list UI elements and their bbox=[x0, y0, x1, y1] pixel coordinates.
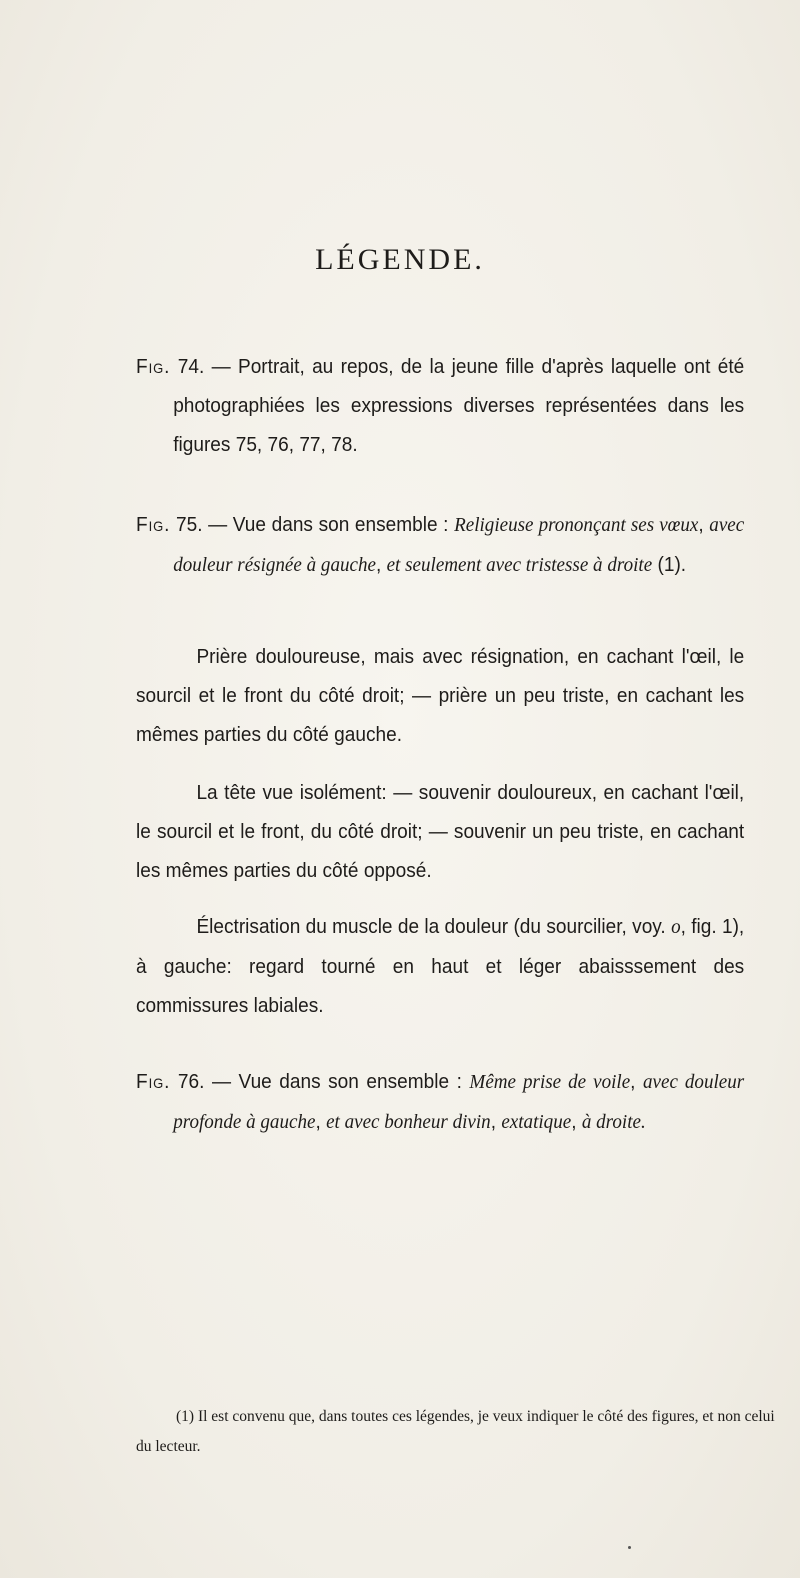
paragraph-priere bbox=[136, 637, 744, 754]
fig75-italic-3: et seulement avec tristesse à droite bbox=[386, 554, 653, 576]
fig75-number: 75. bbox=[176, 513, 203, 536]
paragraph-tete-text: La tête vue isolément: — souvenir douloureux, en cachant l'œil, le sourcil et le front, du côté droit; — souvenir un peu triste, en cachant les mêmes parties du côté opposé. bbox=[136, 781, 745, 882]
fig76-italic-4: extatique bbox=[501, 1111, 572, 1133]
fig75-label: Fig. bbox=[136, 513, 171, 536]
paragraph-electrisation-text-b: , fig. 1), à gauche: regard tourné en haut et léger abaisssement des commissures labiales. bbox=[136, 915, 745, 1017]
paper-speck bbox=[628, 1546, 631, 1549]
page-title: LÉGENDE. bbox=[315, 243, 485, 276]
fig74-text: — Portrait, au repos, de la jeune fille d'après laquelle ont été photographiées les expressions diverses représentées dans les figures 75, 76, 77, 78. bbox=[173, 355, 745, 456]
footnote-text: (1) Il est convenu que, dans toutes ces légendes, je veux indiquer le côté des figures, et non celui du lecteur. bbox=[136, 1408, 775, 1455]
fig76-legend bbox=[136, 1062, 744, 1142]
fig75-lead: — Vue dans son ensemble : bbox=[208, 513, 449, 536]
fig76-sep-2: , bbox=[315, 1110, 321, 1133]
fig76-italic-5: à droite. bbox=[581, 1111, 646, 1133]
fig75-legend bbox=[136, 505, 744, 585]
fig76-italic-2: avec douleur profonde à gauche bbox=[173, 1071, 745, 1133]
fig76-sep-4: , bbox=[571, 1110, 577, 1133]
paragraph-electrisation-o: o bbox=[671, 916, 681, 938]
fig74-number: 74. bbox=[177, 355, 205, 378]
fig76-italic-1: Même prise de voile bbox=[469, 1071, 631, 1093]
paragraph-electrisation bbox=[136, 907, 744, 1025]
fig76-lead: — Vue dans son ensemble : bbox=[211, 1070, 462, 1093]
paragraph-electrisation-text-a: Électrisation du muscle de la douleur (du sourcilier, voy. bbox=[196, 915, 666, 938]
fig76-italic-3: et avec bonheur divin bbox=[326, 1111, 491, 1133]
paragraph-tete bbox=[136, 773, 744, 890]
fig75-italic-1: Religieuse prononçant ses vœux bbox=[454, 514, 699, 536]
fig76-sep-1: , bbox=[630, 1070, 636, 1093]
fig76-number: 76. bbox=[177, 1070, 205, 1093]
fig75-sep-1: , bbox=[698, 513, 704, 536]
fig74-label: Fig. bbox=[136, 355, 171, 378]
fig74-legend bbox=[136, 347, 744, 464]
fig76-label: Fig. bbox=[136, 1070, 171, 1093]
fig75-sep-2: , bbox=[375, 553, 382, 576]
fig75-footnote-ref: (1). bbox=[657, 553, 687, 576]
footnote bbox=[136, 1402, 786, 1462]
fig76-sep-3: , bbox=[490, 1110, 497, 1133]
fig75-italic-2: avec douleur résignée à gauche bbox=[173, 514, 745, 576]
paragraph-priere-text: Prière douloureuse, mais avec résignation, en cachant l'œil, le sourcil et le front du côté droit; — prière un peu triste, en cachant les mêmes parties du côté gauche. bbox=[136, 645, 745, 746]
